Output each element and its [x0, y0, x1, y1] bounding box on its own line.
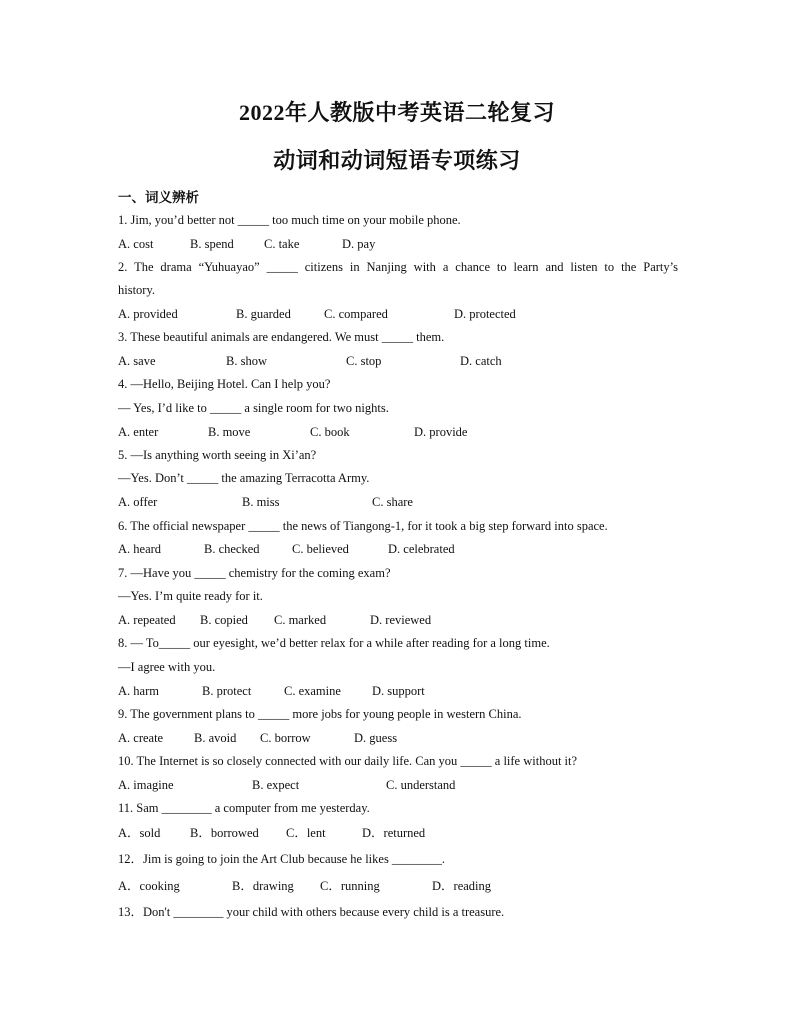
option-a: A. heard — [118, 542, 162, 556]
question-stem-continued: —Yes. Don’t _____ the amazing Terracotta Army. — [118, 471, 370, 485]
question-stem: 13．Don't ________ your child with others because every child is a treasure. — [118, 905, 505, 919]
option-c: C. book — [310, 425, 350, 439]
option-b: B. guarded — [236, 307, 291, 321]
question-stem: 8. — To_____ our eyesight, we’d better relax for a while after reading for a long time. — [118, 636, 550, 650]
question-stem: 10. The Internet is so closely connected with our daily life. Can you _____ a life without it? — [118, 754, 578, 768]
option-b: B. protect — [202, 684, 252, 698]
question-stem-continued: history. — [118, 283, 156, 297]
document-title: 2022年人教版中考英语二轮复习 — [238, 100, 555, 125]
option-a: A. repeated — [118, 613, 176, 627]
question-stem: 9. The government plans to _____ more jobs for young people in western China. — [118, 707, 522, 721]
option-c: C. marked — [274, 613, 327, 627]
option-d: D. support — [372, 684, 425, 698]
option-d: D. guess — [354, 731, 398, 745]
question-stem: 4. —Hello, Beijing Hotel. Can I help you? — [118, 377, 331, 391]
option-c: C．running — [320, 879, 380, 893]
option-b: B. show — [226, 354, 267, 368]
option-b: B．borrowed — [190, 826, 259, 840]
option-a: A. imagine — [118, 778, 174, 792]
option-a: A. cost — [118, 237, 154, 251]
option-b: B. move — [208, 425, 251, 439]
document-subtitle: 动词和动词短语专项练习 — [273, 148, 521, 173]
question-stem: 6. The official newspaper _____ the news of Tiangong-1, for it took a big step forward into space. — [118, 519, 608, 533]
option-a: A．sold — [118, 826, 161, 840]
option-d: D. reviewed — [370, 613, 432, 627]
option-c: C. stop — [346, 354, 382, 368]
option-c: C. understand — [386, 778, 456, 792]
option-b: B. checked — [204, 542, 260, 556]
option-a: A．cooking — [118, 879, 180, 893]
option-d: D. catch — [460, 354, 502, 368]
option-b: B. copied — [200, 613, 248, 627]
option-b: B. spend — [190, 237, 234, 251]
option-a: A. provided — [118, 307, 178, 321]
option-d: D. pay — [342, 237, 376, 251]
option-c: C. compared — [324, 307, 388, 321]
option-d: D. provide — [414, 425, 468, 439]
option-a: A. enter — [118, 425, 159, 439]
option-d: D. celebrated — [388, 542, 455, 556]
question-stem-continued: — Yes, I’d like to _____ a single room for two nights. — [118, 401, 389, 415]
question-stem: 12．Jim is going to join the Art Club because he likes ________. — [118, 852, 446, 866]
option-d: D．reading — [432, 879, 492, 893]
question-stem-continued: —I agree with you. — [118, 660, 216, 674]
option-c: C. borrow — [260, 731, 311, 745]
option-c: C．lent — [286, 826, 326, 840]
option-a: A. create — [118, 731, 164, 745]
option-a: A. harm — [118, 684, 159, 698]
option-c: C. take — [264, 237, 300, 251]
question-stem: 2. The drama “Yuhuayao” _____ citizens in Nanjing with a chance to learn and listen to the Party’s — [118, 260, 678, 274]
question-stem: 3. These beautiful animals are endangered. We must _____ them. — [118, 330, 445, 344]
section-heading: 一、词义辨析 — [118, 190, 199, 205]
option-a: A. save — [118, 354, 156, 368]
option-c: C. examine — [284, 684, 341, 698]
option-b: B. avoid — [194, 731, 237, 745]
question-stem-continued: —Yes. I’m quite ready for it. — [118, 589, 263, 603]
question-stem: 7. —Have you _____ chemistry for the coming exam? — [118, 566, 391, 580]
question-stem: 5. —Is anything worth seeing in Xi’an? — [118, 448, 317, 462]
option-b: B. expect — [252, 778, 300, 792]
option-c: C. share — [372, 495, 413, 509]
option-b: B. miss — [242, 495, 280, 509]
option-c: C. believed — [292, 542, 349, 556]
option-d: D．returned — [362, 826, 426, 840]
option-b: B．drawing — [232, 879, 294, 893]
question-stem: 1. Jim, you’d better not _____ too much time on your mobile phone. — [118, 213, 461, 227]
option-d: D. protected — [454, 307, 516, 321]
option-a: A. offer — [118, 495, 158, 509]
question-stem: 11. Sam ________ a computer from me yesterday. — [118, 801, 370, 815]
